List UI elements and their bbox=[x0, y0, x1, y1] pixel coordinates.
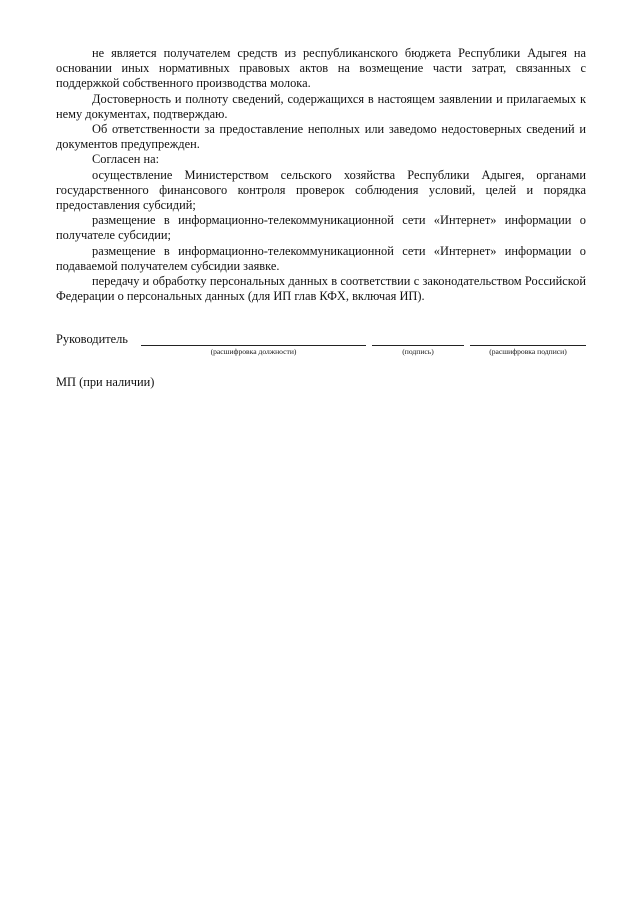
name-field bbox=[470, 332, 586, 362]
paragraph-consent-application-info: размещение в информационно-телекоммуникационной сети «Интернет» информации о подаваемой получателем субсидии заявке. bbox=[56, 243, 586, 273]
paragraph-consent-personal-data: передачу и обработку персональных данных в соответствии с законодательством Российской Федерации о персональных данных (для ИП глав КФХ, включая ИП). bbox=[56, 274, 586, 304]
name-caption: (расшифровка подписи) bbox=[489, 347, 567, 356]
position-caption: (расшифровка должности) bbox=[210, 347, 297, 356]
signature-block bbox=[56, 332, 586, 362]
paragraph-responsibility: Об ответственности за предоставление неполных или заведомо недостоверных сведений и документов предупрежден. bbox=[56, 122, 586, 152]
paragraph-not-recipient: не является получателем средств из республиканского бюджета Республики Адыгея на основании иных нормативных правовых актов на возмещение части затрат, связанных с поддержкой собственного производства молока. bbox=[56, 46, 586, 91]
paragraph-reliability: Достоверность и полноту сведений, содержащихся в настоящем заявлении и прилагаемых к нему документах, подтверждаю. bbox=[56, 91, 586, 121]
signature-field bbox=[372, 332, 464, 362]
paragraph-consent-inspections: осуществление Министерством сельского хозяйства Республики Адыгея, органами государственного финансового контроля проверок соблюдения условий, целей и порядка предоставления субсидий; bbox=[56, 167, 586, 213]
signature-label: Руководитель bbox=[56, 332, 128, 346]
position-line bbox=[141, 345, 366, 346]
stamp-placeholder: МП (при наличии) bbox=[56, 375, 155, 389]
paragraph-consent-recipient-info: размещение в информационно-телекоммуникационной сети «Интернет» информации о получателе субсидии; bbox=[56, 213, 586, 243]
signature-caption: (подпись) bbox=[402, 347, 434, 356]
signature-line bbox=[372, 345, 464, 346]
name-line bbox=[470, 345, 586, 346]
document-body bbox=[56, 46, 586, 304]
paragraph-consent-heading: Согласен на: bbox=[92, 152, 160, 167]
position-field bbox=[141, 332, 366, 362]
